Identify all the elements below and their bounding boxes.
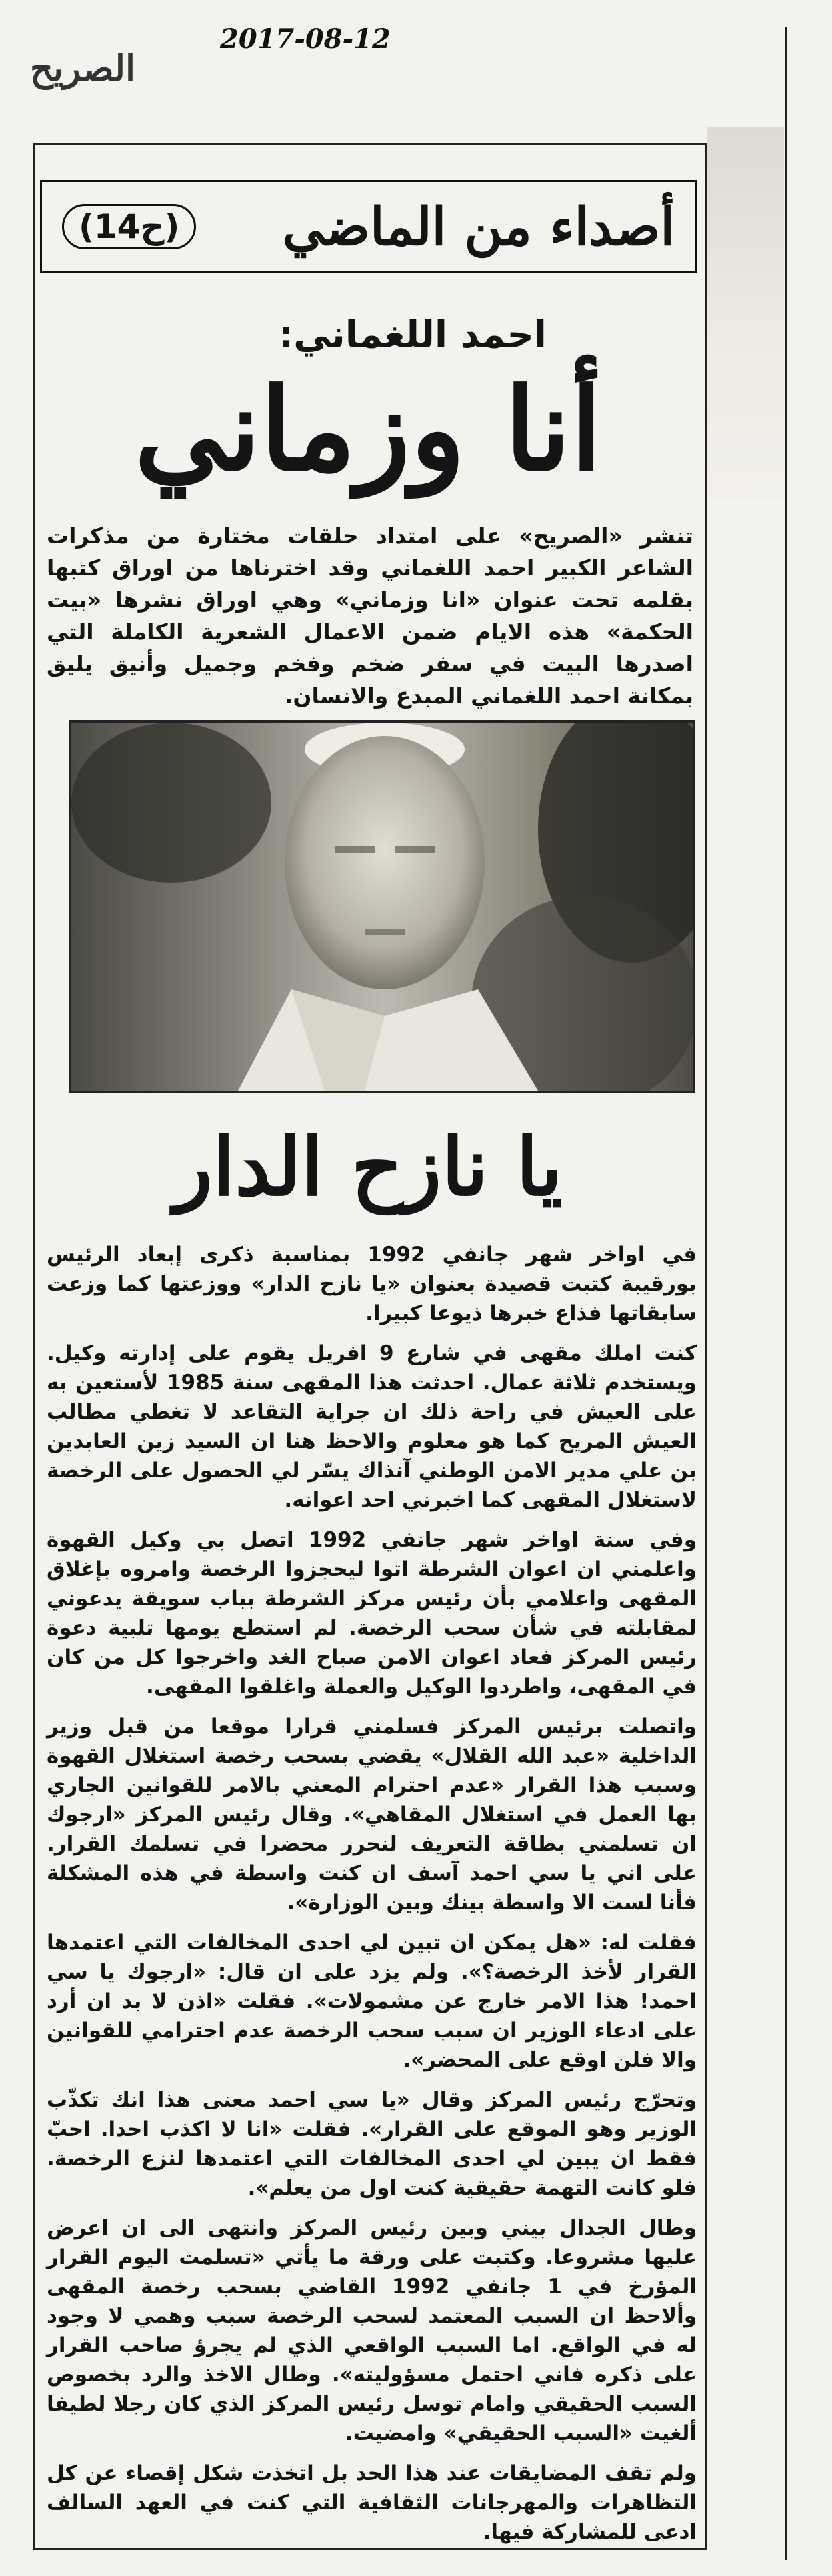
paragraph: وفي سنة اواخر شهر جانفي 1992 اتصل بي وكيل القهوة واعلمني ان اعوان الشرطة اتوا ليحجزوا الرخصة وامروه بإغلاق المقهى واعلامي بأن رئيس مركز الشرطة بباب سويقة يدعوني لمقابلته في شأن سحب الرخصة. لم استطع يومها تلبية دعوة رئيس المركز فعاد اعوان الامن صباح الغد واخرجوا كل من كان في المقهى، واطردوا الوكيل والعملة واغلقوا المقهى. [47,1528,697,1699]
paragraph: ولم تقف المضايقات عند هذا الحد بل اتخذت شكل إقصاء عن كل التظاهرات والمهرجانات الثقافية التي كنت في العهد السالف ادعى للمشاركة فيها. [47,2461,697,2544]
episode-number: (ح14) [62,204,196,249]
series-title: أصداء من الماضي [282,196,675,257]
portrait-photo [69,720,695,1093]
paragraph: فقلت له: «هل يمكن ان تبين لي احدى المخالفات التي اعتمدها القرار لأخذ الرخصة؟». ولم يزد على ان قال: «ارجوك يا سي احمد! هذا الامر خارج عن مشمولات». فقلت «اذن لا بد ان أرد على ادعاء الوزير ان سبب سحب الرخصة عدم احترامي للقوانين والا فلن اوقع على المحضر». [47,1931,697,2072]
article-body [47,1240,697,2557]
newspaper-logo: الصريح [30,47,135,89]
author-name: احمد اللغماني: [278,313,547,357]
series-banner [40,180,697,273]
paragraph: واتصلت برئيس المركز فسلمني قرارا موقعا من قبل وزير الداخلية «عبد الله القلال» يقضي بسحب رخصة استغلال القهوة وسبب هذا القرار «عدم احترام المعني بالامر للقوانين الجاري بها العمل في استغلال المقاهي». وقال رئيس المركز «ارجوك ان تسلمني بطاقة التعريف لنحرر محضرا في تسلمك القرار. على اني يا سي احمد آسف ان كنت واسطة في هذه المشكلة فأنا لست الا واسطة بينك وبين الوزارة». [47,1715,697,1915]
adjacent-page-strip [707,127,784,500]
paragraph: كنت املك مقهى في شارع 9 افريل يقوم على إدارته وكيل. ويستخدم ثلاثة عمال. احدثت هذا المقهى سنة 1985 لأستعين به على العيش في راحة ذلك ان جراية التقاعد لا تغطي مطالب العيش المريح كما هو معلوم والاحظ هنا ان السيد زين العابدين بن علي مدير الامن الوطني آنذاك يسّر لي الحصول على الرخصة لاستغلال المقهى كما اخبرني احد اعوانه. [47,1341,697,1512]
column-divider [785,27,787,2560]
paragraph: وطال الجدال بيني وبين رئيس المركز وانتهى الى ان اعرض عليها مشروعا. وكتبت على ورقة ما يأتي «تسلمت اليوم القرار المؤرخ في 1 جانفي 1992 القاضي بسحب رخصة المقهى وألاحظ ان السبب المعتمد لسحب الرخصة سبب وهمي لا وجود له في الواقع. اما السبب الواقعي الذي لم يجرؤ صاحب القرار على ذكره فاني احتمل مسؤوليته». وطال الاخذ والرد بخصوص السبب الحقيقي وامام توسل رئيس المركز الذي كان رجلا لطيفا ألغيت «السبب الحقيقي» وامضيت. [47,2216,697,2445]
article-headline: أنا وزماني [134,363,603,497]
paragraph: في اواخر شهر جانفي 1992 بمناسبة ذكرى إبعاد الرئيس بورقيبة كتبت قصيدة بعنوان «يا نازح الدار» ووزعتها كما وزعت سابقاتها فذاع خبرها ذيوعا كبيرا. [47,1243,697,1325]
publication-date: 2017-08-12 [220,23,391,55]
paragraph: وتحرّج رئيس المركز وقال «يا سي احمد معنى هذا انك تكذّب الوزير وهو الموقع على القرار». فقلت «انا لا اكذب احدا. احبّ فقط ان يبين لي احدى المخالفات التي اعتمدها لنزع الرخصة. فلو كانت التهمة حقيقية كنت اول من يعلم». [47,2088,697,2200]
section-title: يا نازح الدار [173,1120,563,1214]
article-intro: تنشر «الصريح» على امتداد حلقات مختارة من مذكرات الشاعر الكبير احمد اللغماني وقد اخترناها من اوراق كتبها بقلمه تحت عنوان «انا وزماني» وهي اوراق نشرها «بيت الحكمة» هذه الايام ضمن الاعمال الشعرية الكاملة التي اصدرها البيت في سفر ضخم وفخم وجميل وأنيق يليق بمكانة احمد اللغماني المبدع والانسان. [47,523,693,709]
